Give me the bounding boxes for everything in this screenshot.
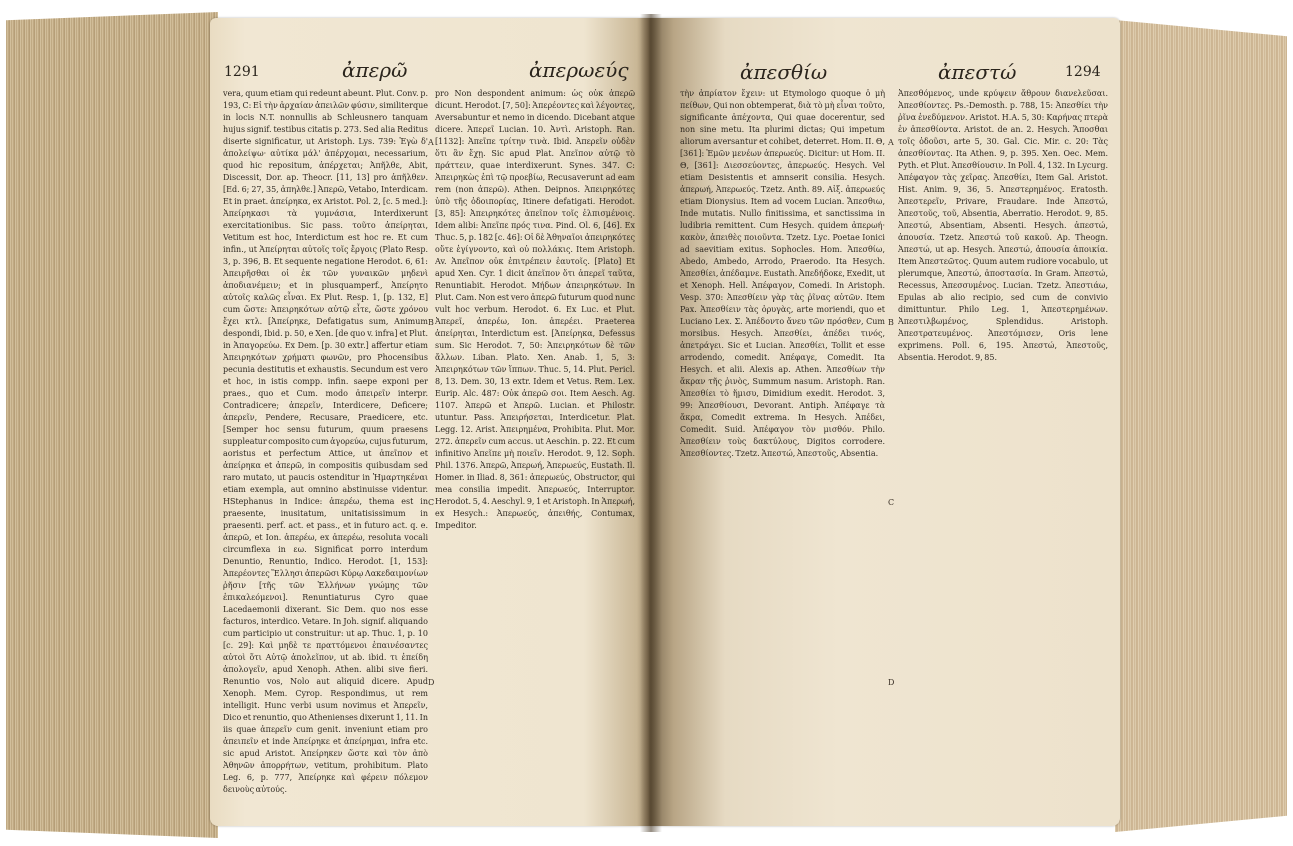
margin-letter-d: D [428,678,435,687]
left-headword-2: ἀπερωεύς [529,58,629,82]
left-page [210,18,650,826]
margin-letter-b: B [428,318,434,327]
left-page-header [224,58,644,88]
margin-letter-c-right: C [888,498,895,507]
right-page-column-1 [680,88,885,826]
left-headword-1: ἀπερῶ [342,58,408,82]
right-page-number: 1294 [1065,64,1101,80]
margin-letter-a: A [428,138,434,147]
left-page-number: 1291 [224,64,260,80]
left-page-column-2 [435,88,635,826]
left-page-column-1 [223,88,428,826]
margin-letter-b-right: B [888,318,894,327]
right-headword-2: ἀπεστώ [938,60,1017,84]
right-page-edges [1115,20,1287,832]
right-column-2-text: Ἀπεσθόμενος, unde κρύψειν ἄθρουν διανελεῦσαι. Ἀπεσθίοντες. Ps.-Demosth. p. 788, 15: Ἀπεσθίει τὴν ῥῖνα ἐνεδύμενον. Aristot. H.A. 5, 30: Καρήνας πτερὰ ἐν ἀπεσθίοντα. Aristot. de an. 2. Hesych. Ἄποσθαι τοῖς ὀδοῦσι, arte 5, 30. Gal. Cic. Mir. c. 20: Τὰς ἀπεσθίοντας. Ita Athen. 9, p. 395. Xen. Oec. Mem. Pyth. et Plut. Ἀπεσθίουσιν. In Poll. 4, 132. In Lycurg. Ἀπέφαγον τὰς χεῖρας. Ἀπεσθίει, Item Gal. Aristot. Hist. Anim. 9, 36, 5. Ἀπεστερημένος. Eratosth. Ἀπεστερεῖν, Privare, Fraudare. Inde Ἀπεστώ, Ἀπεστοῦς, τοῦ, Absentia, Aberratio. Herodot. 9, 85. Ἀπεστώ, Absentiam, Absenti. Hesych. ἀπεστώ, ἀπουσία. Tzetz. Ἀπεστώ τοῦ κακοῦ. Ap. Theogn. Ἀπεστώ, ut ap. Hesych. Ἀπεστώ, ἀπουσία ἀποικία. Item Ἀπεστεῶτος. Quum autem rudiore vocabulo, ut plerumque, Ἀπεστώ, ἀποστασία. In Gram. Ἀπεστώ, Recessus, Ἀπεσσυμένος. Lucian. Tzetz. Ἀπεστιάω, Epulas ab alio recipio, sed cum de convivio dimittuntur. Philo Leg. 1, Ἀπεστερημένων. Ἀπεστιλβωμένος, Splendidus. Aristoph. Ἀπεστρατευμένος. Ἀπεστόμισεν, Oris lene exprimens. Poll. 6, 195. Ἀπεστώ, Ἀπεστοῦς, Absentia. Herodot. 9, 85. [898,89,1108,362]
right-headword-1: ἀπεσθίω [740,60,828,84]
left-column-2-text: pro Non despondent animum: ὡς οὐκ ἀπερῶ dicunt. Herodot. [7, 50]: Ἀπερέοντες καὶ λέγοντες, Aversabuntur et nemo in dicendo. Dicebant atque dicere. Ἀπερεῖ Lucian. 10. Ἀντὶ. Aristoph. Ran. [1132]: Ἀπεῖπε τρίτην τινὰ. Ibid. Ἀπερεῖν οὐδὲν ὅτι ἂν ἔχῃ. Sic apud Plat. Ἀπεῖπον αὐτῷ τὸ πράττειν, quae interdixerunt. Synes. 347. C: Ἀπειρηκὼς ἐπὶ τῷ προεβίω, Recusaverunt ad eam rem (non ἀπερῶ). Athen. Deipnos. Ἀπειρηκότες ὑπὸ τῆς ὁδοιπορίας, Itinere defatigati. Herodot. [3, 85]: Ἀπειρηκότες ἀπεῖπον τοῖς ἐλπισμένοις. Idem alibi: Ἀπεῖπε πρός τινα. Pind. Ol. 6, [46]. Ex Thuc. 5, p. 182 [c. 46]: Οἱ δὲ Ἀθηναῖοι ἀπειρηκότες οὔτε ἐγίγνοντο, καὶ οὐ πολλάκις. Item Aristoph. Av. Ἀπεῖπον οὐκ ἐπιτρέπειν ἑαυτοῖς. [Plato] Et apud Xen. Cyr. 1 dicit ἀπεῖπον ὅτι ἀπερεῖ ταῦτα, Renuntiabit. Herodot. Μήδων ἀπειρηκότων. In Plut. Cam. Non est vero ἀπερῶ futurum quod nunc vult hoc verbum. Herodot. 6. Ex Luc. et Plut. Ἀπερεῖ, ἀπερέω, Ion. ἀπερέει. Praeterea ἀπείρηται, Interdictum est. [Ἀπείρηκα, Defessus sum. Sic Herodot. 7, 50: Ἀπειρηκότων δὲ τῶν ἄλλων. Liban. Plato. Xen. Anab. 1, 5, 3: Ἀπειρηκότων τῶν ἵππων. Thuc. 5, 14. Plut. Pericl. 8, 13. Dem. 30, 13 extr. Idem et Vetus. Rem. Lex. Eurip. Alc. 487: Οὐκ ἀπερῶ σοι. Item Aesch. Ag. 1107. Ἀπερῶ et Ἀπερῶ. Lucian. et Philostr. utuntur. Pass. Ἀπειρήσεται, Interdicetur. Plat. Legg. 12. Arist. Ἀπειρημένα, Prohibita. Plut. Mor. 272. ἀπερεῖν cum accus. ut Aeschin. p. 22. Et cum infinitivo Ἀπεῖπε μὴ ποιεῖν. Herodot. 9, 12. Soph. Phil. 1376. Ἀπερῶ, Ἀπερωή, Ἀπερωεύς, Eustath. Il. Homer. in Iliad. 8, 361: ἀπερωεύς, Obstructor, qui mea consilia impedit. Ἀπερωεύς, Interruptor. Herodot. 5, 4. Aeschyl. 9, 1 et Aristoph. In Ἀπερωή, ex Hesych.: Ἀπερωεύς, ἀπειθής, Contumax, Impeditor. [435,89,635,530]
left-column-1-text: vera, quum etiam qui redeunt abeunt. Plut. Conv. p. 193, C: Εἰ τὴν ἀρχαίαν ἀπειλῶν φύσιν, similiterque in locis N.T. nonnullis ab Schleusnero tanquam hujus signif. testibus citatis p. 273. Sed alia Reditus diserte significatur, ut Aristoph. Lys. 739: Ἐγὼ δ' ἀπολείψω· αὐτίκα μάλ' ἀπέρχομαι, necessarium, quod hic repositum, ἀπέρχεται; Ἀπῆλθε, Abit, Discessit, Dor. ap. Theocr. [11, 13] pro ἀπῆλθεν. [Ed. 6; 27, 35, ἀπηλθε.] Ἀπερῶ, Vetabo, Interdicam. Et in praet. ἀπείρηκα, ex Aristot. Pol. 2, [c. 5 med.]: Ἀπείρηκασι τὰ γυμνάσια, Interdixerunt exercitationibus. Sic pass. τοῦτο ἀπείρηται, Vetitum est hoc, Interdictum est hoc re. Et cum infin., ut Ἀπείρηται αὐτοῖς τοῖς ἔργοις (Plato Resp. 3, p. 396, B. Et sequente negatione Herodot. 6, 61: Ἀπειρῆσθαι οἱ ἐκ τῶν γυναικῶν μηδενὶ ἀποδιανέμειν; et in plusquamperf., Ἀπείρητο αὐτοῖς καλῶς εἶναι. Ex Plut. Resp. 1, [p. 132, E] cum ὥστε: Ἀπειρηκότων αὐτῷ εἶτε, ὥστε χρόνου ἔχει κτλ. [Ἀπείρηκε, Defatigatus sum, Animum despondi, Ibid. p. 50, e Xen. [de quo v. infra] et Plut. in Ἀπαγορεύω. Ex Dem. [p. 30 extr.] affertur etiam Ἀπειρηκότων χρήματι φωνῶν, pro Phocensibus pecunia destitutis et exhaustis. Secundum est vero et hoc, in istis compp. infin. saepe exponi per praes., quo et Cum. modo ἀπειρεῖν interpr. Contradicere; ἀπερεῖν, Interdicere, Deficere; ἀπερεῖν, Pendere, Recusare, Praedicere, etc. [Semper hoc sensu futurum, quum praesens suppleatur composito cum ἀγορεύω, cujus futurum, aoristus et perfectum Attice, ut ἀπεῖπον et ἀπείρηκα et ἀπερῶ, in compositis quibusdam sed raro mutato, ut paucis ostenditur in Ἠμαρτηκέναι etiam exempla, aut omnino abstinuisse videntur. HStephanus in Indice: ἀπερέω, thema est in praesente, inusitatum, unitatisissimum in praesenti. perf. act. et pass., et in futuro act. q. e. ἀπερῶ, et Ion. ἀπερέω, ex ἀπερέω, resoluta vocali circumflexa in εω. Significat porro interdum Denuntio, Renuntio, Indico. Herodot. [1, 153]: Ἀπερέοντες Ἕλλησι ἀπερῶσι Κύρῳ Λακεδαιμονίων ῥῆσιν [τῆς τῶν Ἑλλήνων γνώμης τῶν ἐπικαλεόμενοι]. Renuntiaturus Cyro quae Lacedaemonii dixerant. Sic Dem. quo nos esse facturos, interdico. Vetare. In Joh. signif. aliquando cum participio ut construitur: ut ap. Thuc. 1, p. 10 [c. 29]: Καὶ μηδὲ τε πραττόμενοι ἐπαινέσαντες αὐτοὶ ὅτι Αὐτῷ ἀπολεῖπον, ut ab. ibid. τι ἐπείδη ἀπολογεῖν, apud Xenoph. Athen. alibi sive fieri. Renuntio vos, Nolo aut aliquid dicere. Apud Xenoph. Mem. Cyrop. Respondimus, ut rem intelligit. Hunc verbi usum novimus et Ἀπερεῖν, Dico et renuntio, quo Athenienses dixerunt 1, 11. In iis quae ἀπερεῖν cum genit. inveniunt etiam pro ἀπειπεῖν et inde Ἀπείρηκε et ἀπείρημαι, infra etc. sic apud Aristot. Ἀπείρηκεν ὥστε καὶ τὸν ἀπὸ Ἀθηνῶν ἀπορρήτων, vetitum, prohibitum. Plato Leg. 6, p. 777, Ἀπείρηκε καὶ φέρειν πόλεμον δεινοὺς αὐτούς. [223,89,428,794]
left-page-edges [6,12,218,838]
right-page-header [690,58,1115,88]
margin-letter-d-right: D [888,678,895,687]
book-gutter [640,14,662,832]
right-page-column-2 [898,88,1108,826]
right-column-1-text: τὴν ἀπρίατον ἔχειν: ut Etymologo quoque ὁ μὴ πείθων, Qui non obtemperat, διὰ τὸ μὴ εἶναι τοῦτο, significante ἀπέχοντα, Qui quae docerentur, sed non sine metu. Ita plurimi dictas; Qui impetum aliorum aversantur et cohibet, deterret. Hom. II. Θ, [361]: Ἐμῶν μενέων ἀπερωεύς. Dicitur: ut Hom. II. Θ, [361]: Διεσσεύοντες, ἀπερωεύς. Hesych. Vel etiam Desistentis et amnserit consilia. Hesych. ἀπερωή, Ἀπερωεύς. Tzetz. Anth. 89. Αἰξ. ἀπερωεύς etiam Dionysius. Item ad vocem Lucian. Ἄπεσθιω, Inde mutatis. Nullo finitissima, et sanctissima in ludibria remittent. Cum Hesych. quidem ἀπερωή· κακὸν, ἀπειθὲς ποιοῦντα. Tzetz. Lyc. Poetae Ionici ad saevitiam exitus. Sophocles. Hom. Ἀπεσθίω, Abedo, Ambedo, Arrodo, Praerodo. Ita Hesych. Ἀπεσθίει, ἀπέδαμνε. Eustath. Ἀπεδήδοκε, Exedit, ut et Xenoph. Hell. Ἀπέφαγον, Comedi. In Aristoph. Vesp. 370: Ἀπεσθίειν γὰρ τὰς ῥῖνας αὐτῶν. Item Pax. Ἀπεσθίειν τὰς ὀρυγὰς, arte moriendi, quo et Luciano Lex. Σ. Ἀπέδοντο ἄνευ τῶν πρόσθεν, Cum morsibus. Hesych. Ἀπεσθίει, ἀπέδει τινός, ἀπετράγει. Sic et Lucian. Ἀπεσθίει, Tollit et esse arrodendo, comedit. Ἀπέφαγε, Comedit. Ita Hesych. et alii. Alexis ap. Athen. Ἀπεσθίων τὴν ἄκραν τῆς ῥινὸς, Summum nasum. Aristoph. Ran. Ἀπεσθίει τὸ ἥμισυ, Dimidium exedit. Herodot. 3, 99: Ἀπεσθίουσι, Devorant. Antiph. Ἀπέφαγε τὰ ἄκρα, Comedit extrema. In Hesych. Ἀπέδει, Comedit. Suid. Ἀπέφαγον τὸν μισθόν. Philo. Ἀπεσθίειν τοὺς δακτύλους, Digitos corrodere. Ἀπεσθίοντες. Tzetz. Ἀπεστώ, Ἀπεστοῦς, Absentia. [680,89,885,458]
margin-letter-a-right: A [888,138,894,147]
margin-letter-c: C [428,498,435,507]
right-page [650,18,1120,826]
